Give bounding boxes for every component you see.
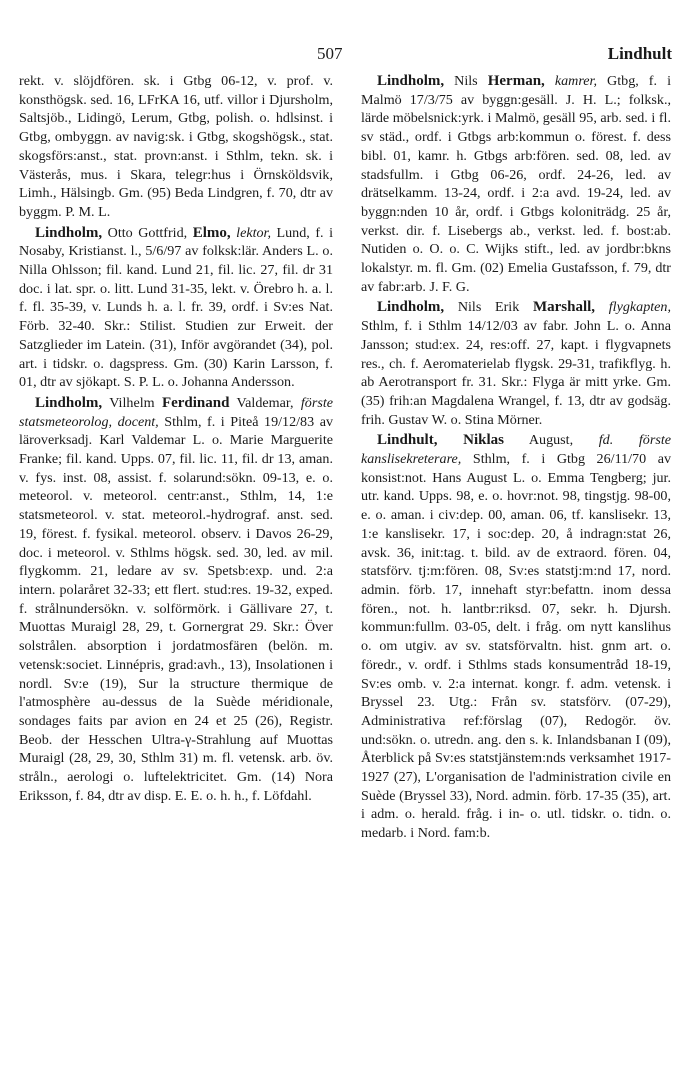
- entry-lindhult-niklas: [361, 431, 671, 842]
- entry-title: förste statsmeteorolog, docent,: [19, 394, 333, 430]
- entry-lindholm-marshall: [361, 298, 671, 429]
- entry-lindholm-ferdinand: [19, 394, 333, 805]
- entry-given-after: Valdemar,: [229, 394, 301, 411]
- entry-body: Sthlm, f. i Gtbg 26/11/70 av konsist:not. Hans August L. o. Emma Tengberg; jur. utr. kand. Upps. 98, e. o. hovr:not. 98, tingstjg. 98-00, e. o. aman. i civ:dep. 00, aman. 06, tf. kanslisekr. 13, 1:e kanslisekr. 17, i soc:dep. 20, å indragn:stat 26, avsk. 36, init:tag. t. bild. av de extraord. fören. 04, statsförv. tj:m:fören. 08, Sv:es statstj:m:nd 17, nord. admin. förb. 17, innehaft styr:befattn. inom dessa fören., not. h. lantbr:riksd. 07, sekr. h. Djursh. kommun:fullm. 03-05, delt. i fråg. om nytt kanslihus o. om utgiv. av sv. statsförvaltn. hist. gnm art. o. föredr., v. ordf. i Sthlms stads konsumentråd 18-19, Sv:es omb. v. 2:a internat. kongr. f. adm. vetensk. i Bryssel 23. Utg.: Från sv. statsförv. (07-29), Administrativa ref:förslag (07), Redogör. öv. und:sökn. o. utredn. ang. den s. k. Inlandsbanan I (09), Återblick på Sv:es statstjänstem:nds verksamhet 1917-1927 (27), L'organisation de l'administration civile en Suède (Bryssel 33), Nord. admin. förb. 17-35 (35), art. i adm. o. herald. fråg. i in- o. utl. tidskr. o. tidn. o. medarb. i Nord. fam:b.: [361, 451, 671, 842]
- entry-given-bold: Ferdinand: [161, 394, 230, 411]
- running-head: Lindhult: [607, 44, 672, 63]
- entry-body: Sthlm, f. i Sthlm 14/12/03 av fabr. John L. o. Anna Jansson; stud:ex. 24, res:off. 27, kapt. i flygvapnets res., ch. f. Aeromaterielab flygsk. 29-31, trafikflyg. h. ab Aerotransport fr. 31. Skr.: Flyga är mitt yrke. Gm. (35) frih:an Magdalena Wrangel, f. 13, dtr av godsäg. frih. Gustav W. o. Stina Mörner.: [361, 318, 671, 428]
- entry-title: fd. förste kanslisekreterare,: [361, 432, 671, 468]
- entry-given-bold: Herman,: [487, 73, 545, 89]
- entry-lindholm-herman: [361, 72, 671, 296]
- entry-given: Otto Gottfrid,: [102, 224, 193, 241]
- entry-given: Nils: [444, 73, 488, 89]
- entry-title: kamrer,: [554, 73, 597, 89]
- entry-given: [437, 432, 463, 448]
- entry-given-bold: Marshall,: [532, 299, 596, 316]
- entry-given-bold: Elmo,: [192, 224, 231, 241]
- entry-title: lektor,: [236, 224, 271, 241]
- entry-surname: Lindholm,: [35, 394, 103, 411]
- entry-given-after: August,: [503, 432, 599, 449]
- entry-surname: Lindholm,: [377, 299, 445, 316]
- entry-given: Vilhelm: [102, 394, 162, 411]
- entry-surname: Lindhult,: [377, 432, 438, 449]
- entry-surname: Lindholm,: [35, 224, 103, 241]
- entry-given: Nils Erik: [444, 299, 533, 316]
- continuation-text: rekt. v. slöjdfören. sk. i Gtbg 06-12, v. prof. v. konsthögsk. sed. 16, LFrKA 16, utf. villor i Djursholm, Saltsjöb., Lidingö, Lerum, Gtbg, polish. o. hdlsinst. i Gtbg, ombyggn. av navig:sk. i Gtbg, skogshögsk., stat. skogsförs:anst., stat. provn:anst. i Sthlm, tekn. sk. i Västerås, mus. i Skara, telegr:hus i Örnsköldsvik, Limh., Hälsingb. Gm. (95) Beda Lindgren, f. 70, dtr av byggm. P. M. L.: [19, 73, 333, 220]
- entry-given-bold: Niklas: [463, 432, 504, 449]
- entry-title: flygkapten,: [608, 299, 671, 316]
- entry-body: Lund, f. i Nosaby, Kristianst. l., 5/6/97 av folksk:lär. Anders L. o. Nilla Ohlsson; fil. kand. Lund 21, fil. lic. 27, fil. dr 31 doc. i lat. spr. o. litt. Lund 31-35, lekt. v. Örebro h. a. l. f. fl. 35-39, v. Lunds h. a. l. fr. 39, ordf. i Sv:es Nat. Förb. 32-40. Skr.: Stilist. Studien zur Erweit. der Satzglieder im Latein. (31), Inför avgörandet (34), pol. art. i tidskr. o. dagspress. Gm. (30) Karin Larsson, f. 01, dtr av sjökapt. S. P. L. o. Johanna Andersson.: [19, 224, 333, 391]
- page-header: [0, 44, 688, 68]
- right-column: [361, 72, 671, 843]
- entry-body: Sthlm, f. i Piteå 19/12/83 av läroverksadj. Karl Valdemar L. o. Marie Marguerite Franke; fil. kand. Upps. 07, fil. lic. 11, fil. dr 13, aman. v. fys. inst. 08, assist. f. solarund:sökn. 09-13, e. o. meteorol. v. meteorol. centr:anst., Sthlm, 14, 1:e statsmeteorol. v. stat. meteorol.-hydrograf. anst. sed. 19, förest. f. fysikal. meteorol. observ. i Davos 26-29, doc. i meteorol. v. Sthlms högsk. sed. 30, led. av mil. flygkomm. 21, ledare av sv. Spetsb:exp. und. 2:a intern. polaråret 32-33; ett flert. stud:res. 19-32, exped. f. strålnundersökn. v. solförmörk. i Gällivare 27, t. Muottas Muraigl 28, 29, t. Gornergrat 29. Skr.: Över solstrålen. absorption i jordatmosfären (belön. m. vetensk:societ. Linnépris, grad:avh., 13), Insolationen i nordl. Sv:e (19), Sur la structure thermique de l'atmosphère au-dessus de la Suède méridionale, sondages faits par avion en 24 et 25 (26), Registr. Beob. der Hesschen Ultra-γ-Strahlung auf Muottas Muraigl (28, 29, 30, Sthlm 31) m. fl. vetensk. arb. öv. stråln., aerologi o. luftelektricitet. Gm. (14) Nora Eriksson, f. 84, dtr av disp. E. E. o. h. h., f. Löfdahl.: [19, 413, 334, 804]
- entry-surname: Lindholm,: [377, 73, 445, 89]
- left-column: [19, 72, 333, 805]
- entry-lindholm-elmo: [19, 224, 333, 392]
- entry-body: Gtbg, f. i Malmö 17/3/75 av byggn:gesäll. J. H. L.; folksk., lärde möbelsnick:yrk. i Malmö, gesäll 95, arb. sed. i fl. sv städ., ordf. i Gtbgs arb:kommun o. förest. f. dess bibl. 01, kamr. h. Gtbgs arb:fören. sed. 08, led. av stadsfullm. i Gtbg 06-26, ordf. 24-26, led. av drätselkamm. 13-24, ordf. i 2:a avd. 19-24, led. av byggn:nden 10 år, ordf. i Gtbgs koloniträdg. 25 år, verkst. dir. f. Lisebergs ab., verkst. led. f. bost:ab. Nutiden o. O. o. C. Wijks stift., led. av jordbr:bkns lokalstyr. m. fl. Gm. (02) Emelia Gustafsson, f. 79, dtr av fabr:arb. J. F. G.: [361, 73, 671, 295]
- page-number: 507: [317, 44, 343, 63]
